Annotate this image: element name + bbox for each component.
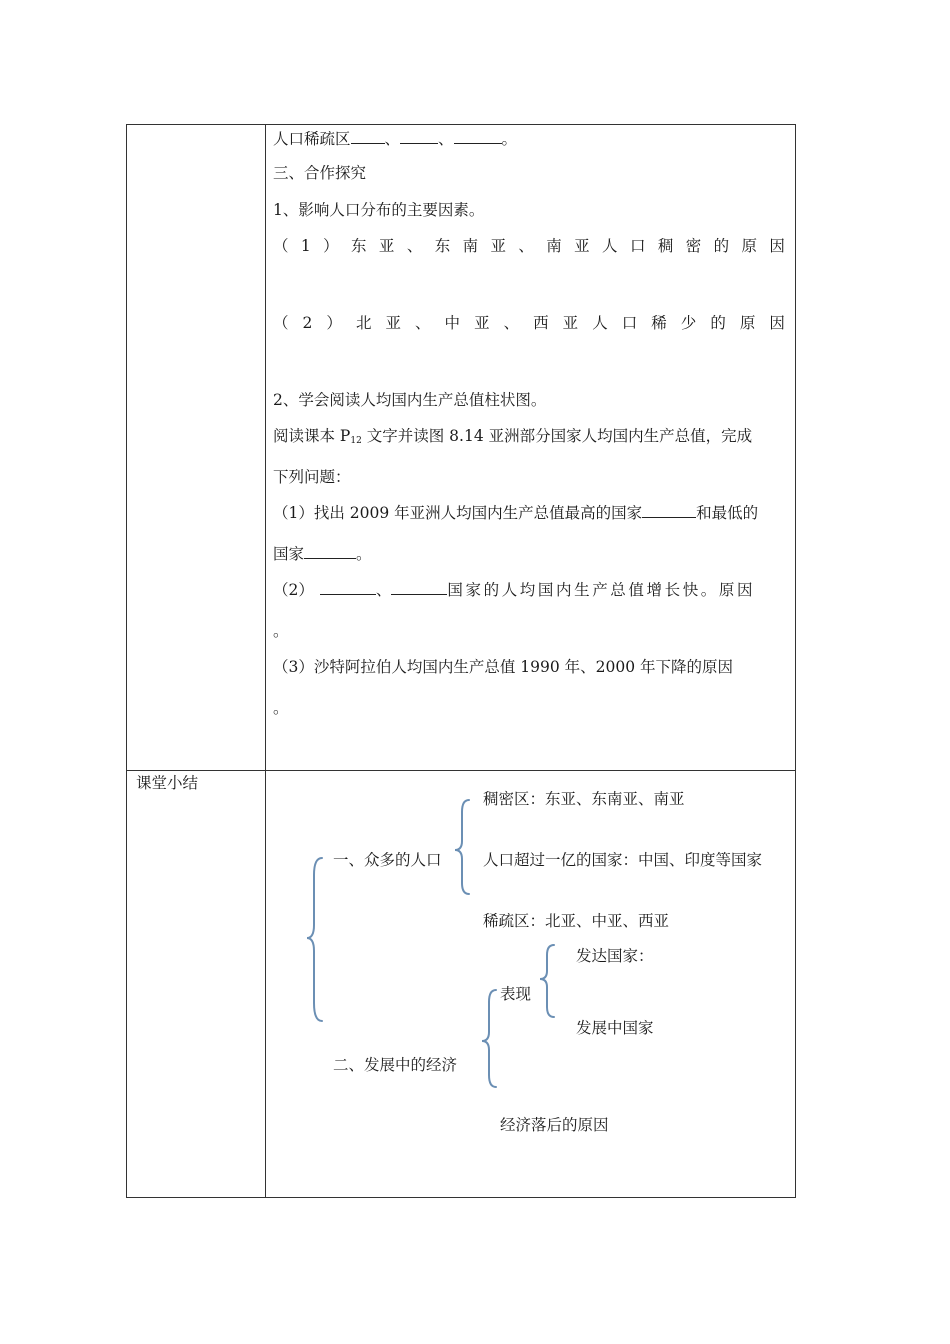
spread-char: 稠 bbox=[657, 237, 674, 255]
economy-bracket bbox=[479, 988, 499, 1090]
problem-3-end: 。 bbox=[273, 699, 289, 717]
question-2-title: 2、学会阅读人均国内生产总值柱状图。 bbox=[273, 391, 547, 409]
spread-char: 南 bbox=[546, 237, 562, 255]
spread-char: 原 bbox=[741, 237, 758, 255]
question-1-title: 1、影响人口分布的主要因素。 bbox=[273, 201, 485, 219]
row-divider bbox=[127, 770, 795, 771]
blank-country-a[interactable] bbox=[320, 580, 376, 595]
reading-instruction-cont: 下列问题： bbox=[273, 468, 351, 486]
spread-char: 因 bbox=[769, 314, 785, 332]
blank-lowest-country[interactable] bbox=[304, 544, 356, 559]
problem-1-cont: 国家 。 bbox=[273, 545, 372, 563]
developed-node: 发达国家： bbox=[576, 947, 654, 965]
sparse-areas-node: 稀疏区：北亚、中亚、西亚 bbox=[483, 912, 670, 930]
spread-char: 稀 bbox=[651, 314, 667, 332]
spread-char: 、 bbox=[415, 314, 431, 332]
spread-char: 东 bbox=[351, 237, 367, 255]
blank-highest-country[interactable] bbox=[642, 503, 696, 518]
question-1-2 bbox=[273, 313, 785, 333]
problem-2-end: 。 bbox=[273, 622, 289, 640]
population-node: 一、众多的人口 bbox=[333, 851, 442, 869]
blank-country-b[interactable] bbox=[391, 580, 447, 595]
spread-char: 南 bbox=[462, 237, 479, 255]
spread-char: 亚 bbox=[474, 314, 490, 332]
spread-char: 少 bbox=[680, 314, 697, 332]
spread-char: 因 bbox=[769, 237, 785, 255]
spread-char: 2 bbox=[302, 314, 313, 332]
spread-char: ） bbox=[326, 314, 342, 332]
problem-2: （2） 、 国家的人均国内生产总值增长快。原因 bbox=[273, 581, 756, 599]
spread-char: 亚 bbox=[562, 314, 579, 332]
main-bracket bbox=[305, 855, 325, 1025]
spread-char: 中 bbox=[444, 314, 461, 332]
spread-char: 1 bbox=[300, 237, 311, 255]
spread-char: 、 bbox=[503, 314, 520, 332]
spread-char: ） bbox=[323, 237, 339, 255]
spread-char: 的 bbox=[710, 314, 726, 332]
performance-bracket bbox=[537, 943, 557, 1021]
summary-label: 课堂小结 bbox=[136, 774, 199, 792]
problem-3: （3）沙特阿拉伯人均国内生产总值 1990 年、2000 年下降的原因 bbox=[273, 658, 734, 676]
over-100m-node: 人口超过一亿的国家：中国、印度等国家 bbox=[483, 851, 763, 869]
column-divider bbox=[265, 125, 266, 1197]
reading-instruction: 阅读课本 $P_{12}$ 文字并读图 8.14 亚洲部分国家人均国内生产总值，完成 bbox=[273, 427, 753, 446]
blank-3[interactable] bbox=[454, 129, 502, 144]
sparse-areas-line: 人口稀疏区 、 、 。 bbox=[273, 130, 518, 148]
spread-char: （ bbox=[273, 314, 289, 332]
spread-char: 原 bbox=[739, 314, 756, 332]
spread-char: 人 bbox=[602, 237, 618, 255]
spread-char: （ bbox=[273, 237, 289, 255]
spread-char: 东 bbox=[434, 237, 451, 255]
spread-char: 、 bbox=[406, 237, 423, 255]
spread-char: 亚 bbox=[490, 237, 506, 255]
section-3-heading: 三、合作探究 bbox=[273, 164, 367, 182]
spread-char: 口 bbox=[621, 314, 638, 332]
performance-node: 表现 bbox=[500, 985, 532, 1003]
blank-2[interactable] bbox=[400, 129, 438, 144]
problem-1: （1）找出 2009 年亚洲人均国内生产总值最高的国家 和最低的 bbox=[273, 504, 759, 522]
spread-char: 人 bbox=[592, 314, 608, 332]
spread-char: 、 bbox=[518, 237, 534, 255]
spread-char: 亚 bbox=[385, 314, 401, 332]
spread-char: 西 bbox=[533, 314, 549, 332]
spread-char: 北 bbox=[355, 314, 372, 332]
question-1-1 bbox=[273, 236, 785, 256]
developing-node: 发展中国家 bbox=[576, 1019, 654, 1037]
population-bracket bbox=[452, 798, 472, 898]
spread-char: 的 bbox=[713, 237, 730, 255]
blank-1[interactable] bbox=[351, 129, 385, 144]
spread-char: 亚 bbox=[378, 237, 395, 255]
spread-char: 口 bbox=[629, 237, 646, 255]
dense-areas-node: 稠密区：东亚、东南亚、南亚 bbox=[483, 790, 685, 808]
economy-node: 二、发展中的经济 bbox=[333, 1056, 458, 1074]
spread-char: 密 bbox=[685, 237, 702, 255]
spread-char: 亚 bbox=[574, 237, 590, 255]
reason-node: 经济落后的原因 bbox=[500, 1116, 609, 1134]
